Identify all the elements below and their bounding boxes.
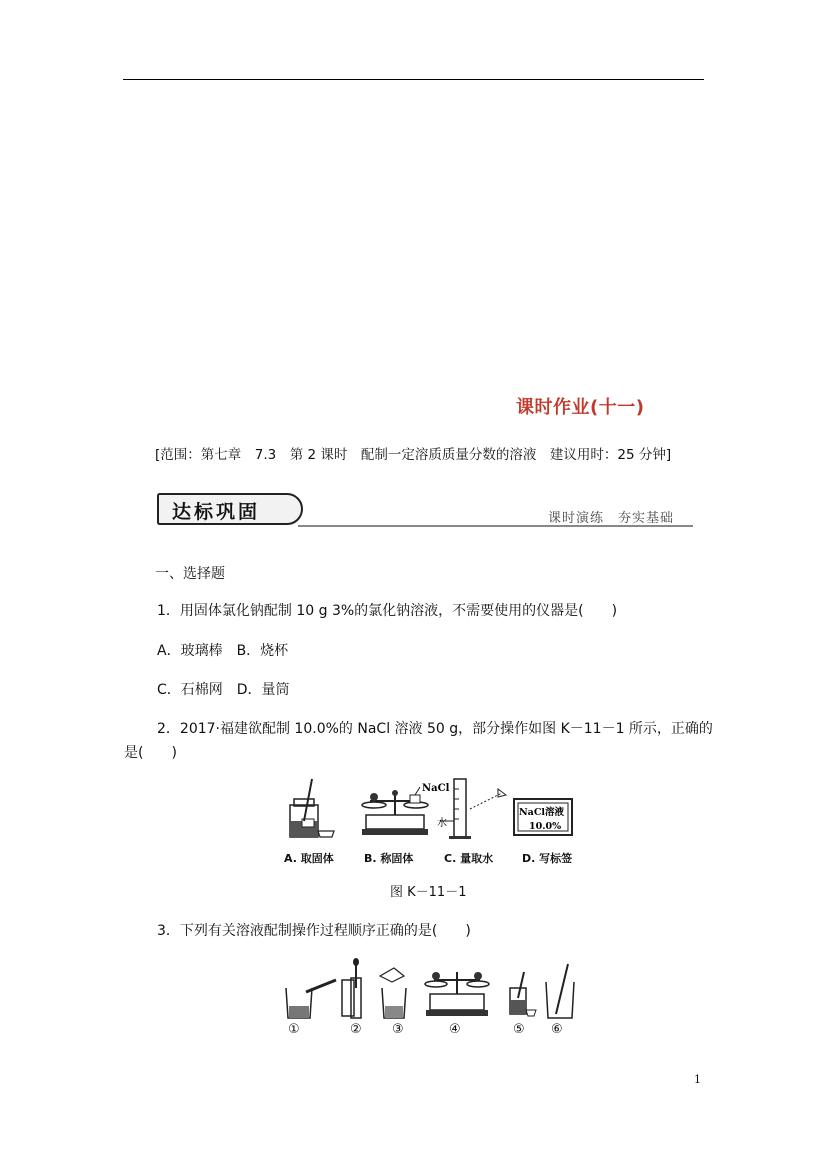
- figure-label-c: C. 量取水: [444, 852, 494, 865]
- section-heading: 一、选择题: [155, 566, 225, 582]
- dropper-cylinder-icon: [351, 958, 361, 1018]
- figure-label-b: B. 称固体: [364, 852, 414, 865]
- step-number-2: ②: [350, 1022, 362, 1037]
- bottle-spatula-icon: [290, 779, 334, 837]
- funnel-beaker-icon: [380, 968, 406, 1018]
- scope-line: [范围：第七章 7.3 第 2 课时 配制一定溶质质量分数的溶液 建议用时：25 分钟]: [155, 447, 672, 463]
- section-banner-subtitle: 课时演练 夯实基础: [548, 511, 675, 526]
- question-1-options-ab: A．玻璃棒 B．烧杯: [157, 643, 289, 659]
- question-1-options-cd: C．石棉网 D．量筒: [157, 682, 290, 698]
- question-3-stem: 3．下列有关溶液配制操作过程顺序正确的是( ): [157, 923, 471, 939]
- question-1-stem: 1．用固体氯化钠配制 10 g 3%的氯化钠溶液，不需要使用的仪器是( ): [157, 603, 618, 619]
- graduated-cylinder-icon: [440, 779, 506, 839]
- header-rule: [123, 79, 704, 80]
- step-number-6: ⑥: [551, 1022, 563, 1037]
- nacl-label: NaCl: [422, 783, 450, 794]
- step-number-3: ③: [392, 1022, 404, 1037]
- label-text-line2: 10.0%: [529, 821, 562, 832]
- figure-label-a: A. 取固体: [284, 852, 334, 865]
- step-number-5: ⑤: [513, 1022, 525, 1037]
- figure-caption: 图 K－11－1: [390, 885, 467, 900]
- figure-q3-steps: [284, 958, 584, 1020]
- balance-icon: [362, 787, 428, 835]
- section-banner-title: 达标巩固: [172, 501, 261, 523]
- stirring-beaker-icon: [546, 964, 574, 1018]
- page-number: 1: [694, 1073, 701, 1086]
- step-number-4: ④: [449, 1022, 461, 1037]
- bottle-spatula-icon-q3: [510, 972, 536, 1016]
- figure-label-d: D. 写标签: [522, 852, 573, 865]
- figure-k-11-1: [270, 775, 590, 845]
- balance-icon-q3: [425, 972, 489, 1016]
- step-number-1: ①: [288, 1022, 300, 1037]
- question-2-stem-line1: 2．2017·福建欲配制 10.0%的 NaCl 溶液 50 g，部分操作如图 K－11－1 所示，正确的: [157, 721, 713, 737]
- water-label: 水: [437, 818, 447, 829]
- page-title: 课时作业(十一): [516, 397, 645, 418]
- question-2-stem-line2: 是( ): [124, 745, 177, 761]
- pouring-beaker-icon: [286, 980, 354, 1018]
- label-text-line1: NaCl溶液: [519, 807, 565, 818]
